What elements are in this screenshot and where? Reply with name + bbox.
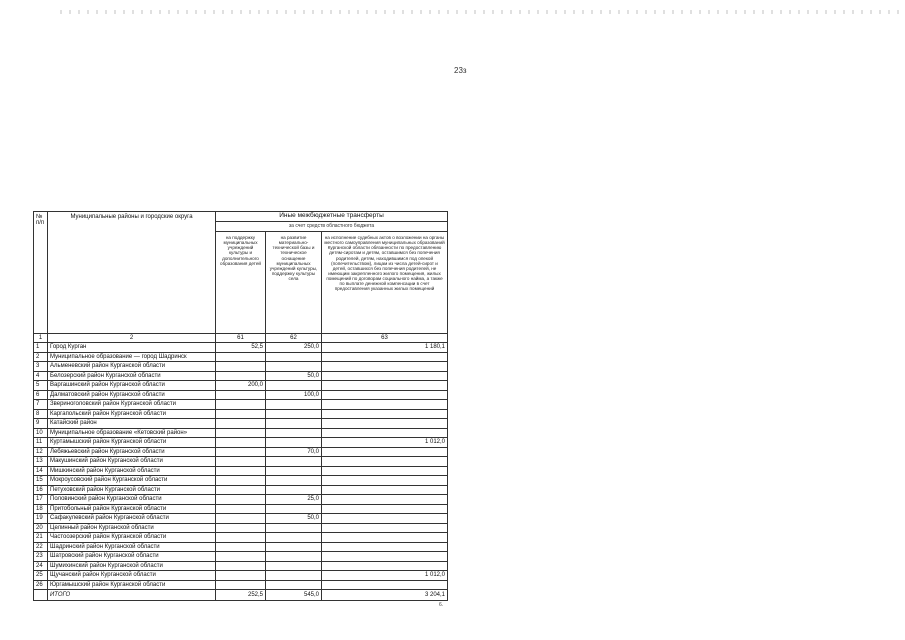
table-row xyxy=(34,447,448,457)
total-62: 545,0 xyxy=(266,590,322,601)
row-value-63 xyxy=(322,371,448,381)
row-value-62 xyxy=(266,523,322,533)
row-value-61 xyxy=(216,571,266,581)
table-row xyxy=(34,409,448,419)
row-value-62: 100,0 xyxy=(266,390,322,400)
row-value-61 xyxy=(216,495,266,505)
total-61: 252,5 xyxy=(216,590,266,601)
row-num: 9 xyxy=(34,419,48,429)
row-value-62 xyxy=(266,428,322,438)
table-row xyxy=(34,438,448,448)
row-num: 7 xyxy=(34,400,48,410)
row-value-63 xyxy=(322,514,448,524)
header-group-title: Иные межбюджетные трансферты xyxy=(216,212,448,222)
column-index: 1 xyxy=(34,334,48,343)
row-value-61 xyxy=(216,504,266,514)
row-value-62 xyxy=(266,552,322,562)
row-value-62: 50,0 xyxy=(266,514,322,524)
row-value-61 xyxy=(216,390,266,400)
row-name: Мишкинский район Курганской области xyxy=(48,466,216,476)
row-value-61 xyxy=(216,400,266,410)
row-value-62 xyxy=(266,438,322,448)
row-value-63 xyxy=(322,419,448,429)
row-value-62 xyxy=(266,352,322,362)
row-value-61 xyxy=(216,485,266,495)
header-name: Муниципальные районы и городские округа xyxy=(48,212,216,334)
row-value-61 xyxy=(216,466,266,476)
column-index: 62 xyxy=(266,334,322,343)
total-63: 3 204,1 xyxy=(322,590,448,601)
header-col-62: на развитие материально-технической базы и техническое оснащение муниципальных учреждений культуры, поддержку культуры села xyxy=(266,232,322,334)
row-value-63 xyxy=(322,533,448,543)
row-value-63 xyxy=(322,409,448,419)
header-col-61: на поддержку муниципальных учреждений культуры и дополнительного образования детей xyxy=(216,232,266,334)
row-value-62 xyxy=(266,476,322,486)
row-value-62 xyxy=(266,504,322,514)
row-value-62 xyxy=(266,400,322,410)
table-row xyxy=(34,571,448,581)
row-value-61 xyxy=(216,476,266,486)
table-row xyxy=(34,514,448,524)
row-name: Шатровский район Курганской области xyxy=(48,552,216,562)
header-num: № п/п xyxy=(34,212,48,334)
row-name: Варгашинский район Курганской области xyxy=(48,381,216,391)
row-name: Половинский район Курганской области xyxy=(48,495,216,505)
column-index: 63 xyxy=(322,334,448,343)
transfers-table xyxy=(33,211,448,601)
row-value-61 xyxy=(216,438,266,448)
row-name: Юргамышский район Курганской области xyxy=(48,580,216,590)
row-value-61 xyxy=(216,552,266,562)
table-row xyxy=(34,504,448,514)
row-value-62: 50,0 xyxy=(266,371,322,381)
row-num: 21 xyxy=(34,533,48,543)
row-num: 26 xyxy=(34,580,48,590)
row-value-63 xyxy=(322,447,448,457)
row-value-63 xyxy=(322,542,448,552)
row-value-61 xyxy=(216,542,266,552)
table-row xyxy=(34,542,448,552)
row-name: Шумихинский район Курганской области xyxy=(48,561,216,571)
row-num: 8 xyxy=(34,409,48,419)
row-value-63 xyxy=(322,466,448,476)
table-row xyxy=(34,495,448,505)
table-row xyxy=(34,533,448,543)
row-value-61 xyxy=(216,447,266,457)
row-value-63 xyxy=(322,381,448,391)
row-value-62 xyxy=(266,466,322,476)
table-row xyxy=(34,476,448,486)
row-num: 2 xyxy=(34,352,48,362)
row-num: 13 xyxy=(34,457,48,467)
total-num-cell xyxy=(34,590,48,601)
row-name: Частоозерский район Курганской области xyxy=(48,533,216,543)
row-name: Макушинский район Курганской области xyxy=(48,457,216,467)
column-index-row xyxy=(34,334,448,343)
row-value-63 xyxy=(322,504,448,514)
row-value-63 xyxy=(322,476,448,486)
row-value-61 xyxy=(216,371,266,381)
row-value-62 xyxy=(266,542,322,552)
row-value-63 xyxy=(322,352,448,362)
table-row xyxy=(34,390,448,400)
row-value-62: 25,0 xyxy=(266,495,322,505)
row-value-62: 70,0 xyxy=(266,447,322,457)
row-value-61 xyxy=(216,580,266,590)
row-value-63 xyxy=(322,495,448,505)
row-value-61 xyxy=(216,428,266,438)
row-value-63 xyxy=(322,580,448,590)
table-body xyxy=(34,343,448,590)
table-row xyxy=(34,352,448,362)
table-row xyxy=(34,343,448,353)
table-row xyxy=(34,561,448,571)
row-value-61 xyxy=(216,514,266,524)
row-value-62 xyxy=(266,533,322,543)
row-value-61 xyxy=(216,352,266,362)
row-value-62 xyxy=(266,561,322,571)
row-num: 6 xyxy=(34,390,48,400)
row-num: 25 xyxy=(34,571,48,581)
row-value-62 xyxy=(266,419,322,429)
row-value-63: 1 012,0 xyxy=(322,571,448,581)
row-num: 12 xyxy=(34,447,48,457)
row-num: 22 xyxy=(34,542,48,552)
row-num: 15 xyxy=(34,476,48,486)
row-value-63 xyxy=(322,552,448,562)
row-value-63 xyxy=(322,485,448,495)
table-row xyxy=(34,457,448,467)
table-row xyxy=(34,381,448,391)
row-name: Город Курган xyxy=(48,343,216,353)
row-name: Целинный район Курганской области xyxy=(48,523,216,533)
row-name: Белозерский район Курганской области xyxy=(48,371,216,381)
total-row xyxy=(34,590,448,601)
row-num: 10 xyxy=(34,428,48,438)
row-num: 16 xyxy=(34,485,48,495)
table-row xyxy=(34,523,448,533)
row-value-61 xyxy=(216,457,266,467)
row-name: Далматовский район Курганской области xyxy=(48,390,216,400)
table-row xyxy=(34,371,448,381)
row-value-63 xyxy=(322,523,448,533)
row-num: 23 xyxy=(34,552,48,562)
table-row xyxy=(34,419,448,429)
row-name: Сафакулевский район Курганской области xyxy=(48,514,216,524)
table-row xyxy=(34,428,448,438)
row-name: Шадринский район Курганской области xyxy=(48,542,216,552)
row-value-61 xyxy=(216,523,266,533)
row-name: Щучанский район Курганской области xyxy=(48,571,216,581)
row-name: Лебяжьевский район Курганской области xyxy=(48,447,216,457)
row-value-63 xyxy=(322,457,448,467)
row-value-62 xyxy=(266,409,322,419)
row-num: 4 xyxy=(34,371,48,381)
row-value-63 xyxy=(322,362,448,372)
row-num: 20 xyxy=(34,523,48,533)
row-value-62: 250,0 xyxy=(266,343,322,353)
row-name: Мокроусовский район Курганской области xyxy=(48,476,216,486)
row-num: 1 xyxy=(34,343,48,353)
row-value-63 xyxy=(322,400,448,410)
row-value-62 xyxy=(266,381,322,391)
footer-mark: 6. xyxy=(439,602,444,608)
row-name: Звериноголовский район Курганской области xyxy=(48,400,216,410)
table-row xyxy=(34,400,448,410)
row-name: Каргапольский район Курганской области xyxy=(48,409,216,419)
row-num: 18 xyxy=(34,504,48,514)
row-num: 19 xyxy=(34,514,48,524)
row-value-62 xyxy=(266,580,322,590)
row-name: Притобольный район Курганской области xyxy=(48,504,216,514)
row-value-63 xyxy=(322,428,448,438)
row-name: Муниципальное образование — город Шадринск xyxy=(48,352,216,362)
row-value-62 xyxy=(266,571,322,581)
table-row xyxy=(34,580,448,590)
row-value-63 xyxy=(322,390,448,400)
row-value-61 xyxy=(216,362,266,372)
table-row xyxy=(34,466,448,476)
total-label: ИТОГО xyxy=(48,590,216,601)
row-name: Петуховский район Курганской области xyxy=(48,485,216,495)
row-num: 17 xyxy=(34,495,48,505)
page-number: 23з xyxy=(454,66,467,75)
row-num: 14 xyxy=(34,466,48,476)
row-value-61 xyxy=(216,533,266,543)
row-value-61: 200,0 xyxy=(216,381,266,391)
table-row xyxy=(34,485,448,495)
header-group-subtitle: за счет средств областного бюджета xyxy=(216,222,448,232)
table-row xyxy=(34,362,448,372)
row-name: Куртамышский район Курганской области xyxy=(48,438,216,448)
row-value-61 xyxy=(216,419,266,429)
row-name: Катайский район xyxy=(48,419,216,429)
row-num: 3 xyxy=(34,362,48,372)
row-num: 5 xyxy=(34,381,48,391)
column-index: 61 xyxy=(216,334,266,343)
row-value-62 xyxy=(266,362,322,372)
row-name: Муниципальное образование «Кетовский район» xyxy=(48,428,216,438)
row-value-62 xyxy=(266,457,322,467)
row-value-62 xyxy=(266,485,322,495)
row-name: Альменевский район Курганской области xyxy=(48,362,216,372)
row-num: 11 xyxy=(34,438,48,448)
row-num: 24 xyxy=(34,561,48,571)
row-value-63 xyxy=(322,561,448,571)
row-value-63: 1 012,0 xyxy=(322,438,448,448)
column-index: 2 xyxy=(48,334,216,343)
header-col-63: на исполнение судебных актов о возложении на органы местного самоуправления муниципальных образований Курганской области обязанности по предоставлению детям-сиротам и детям, оставшимся без попечения родителей, детям, находившимся под опекой (попечительством), лицам из числа детей-сирот и детей, оставшихся без попечения родителей, не имеющим закрепленного жилого помещения, жилых помещений по договорам социального найма, а также по выплате денежной компенсации в счет предоставления указанных жилых помещений xyxy=(322,232,448,334)
scan-noise xyxy=(60,10,900,14)
row-value-61 xyxy=(216,409,266,419)
row-value-61 xyxy=(216,561,266,571)
table-row xyxy=(34,552,448,562)
row-value-63: 1 180,1 xyxy=(322,343,448,353)
row-value-61: 52,5 xyxy=(216,343,266,353)
